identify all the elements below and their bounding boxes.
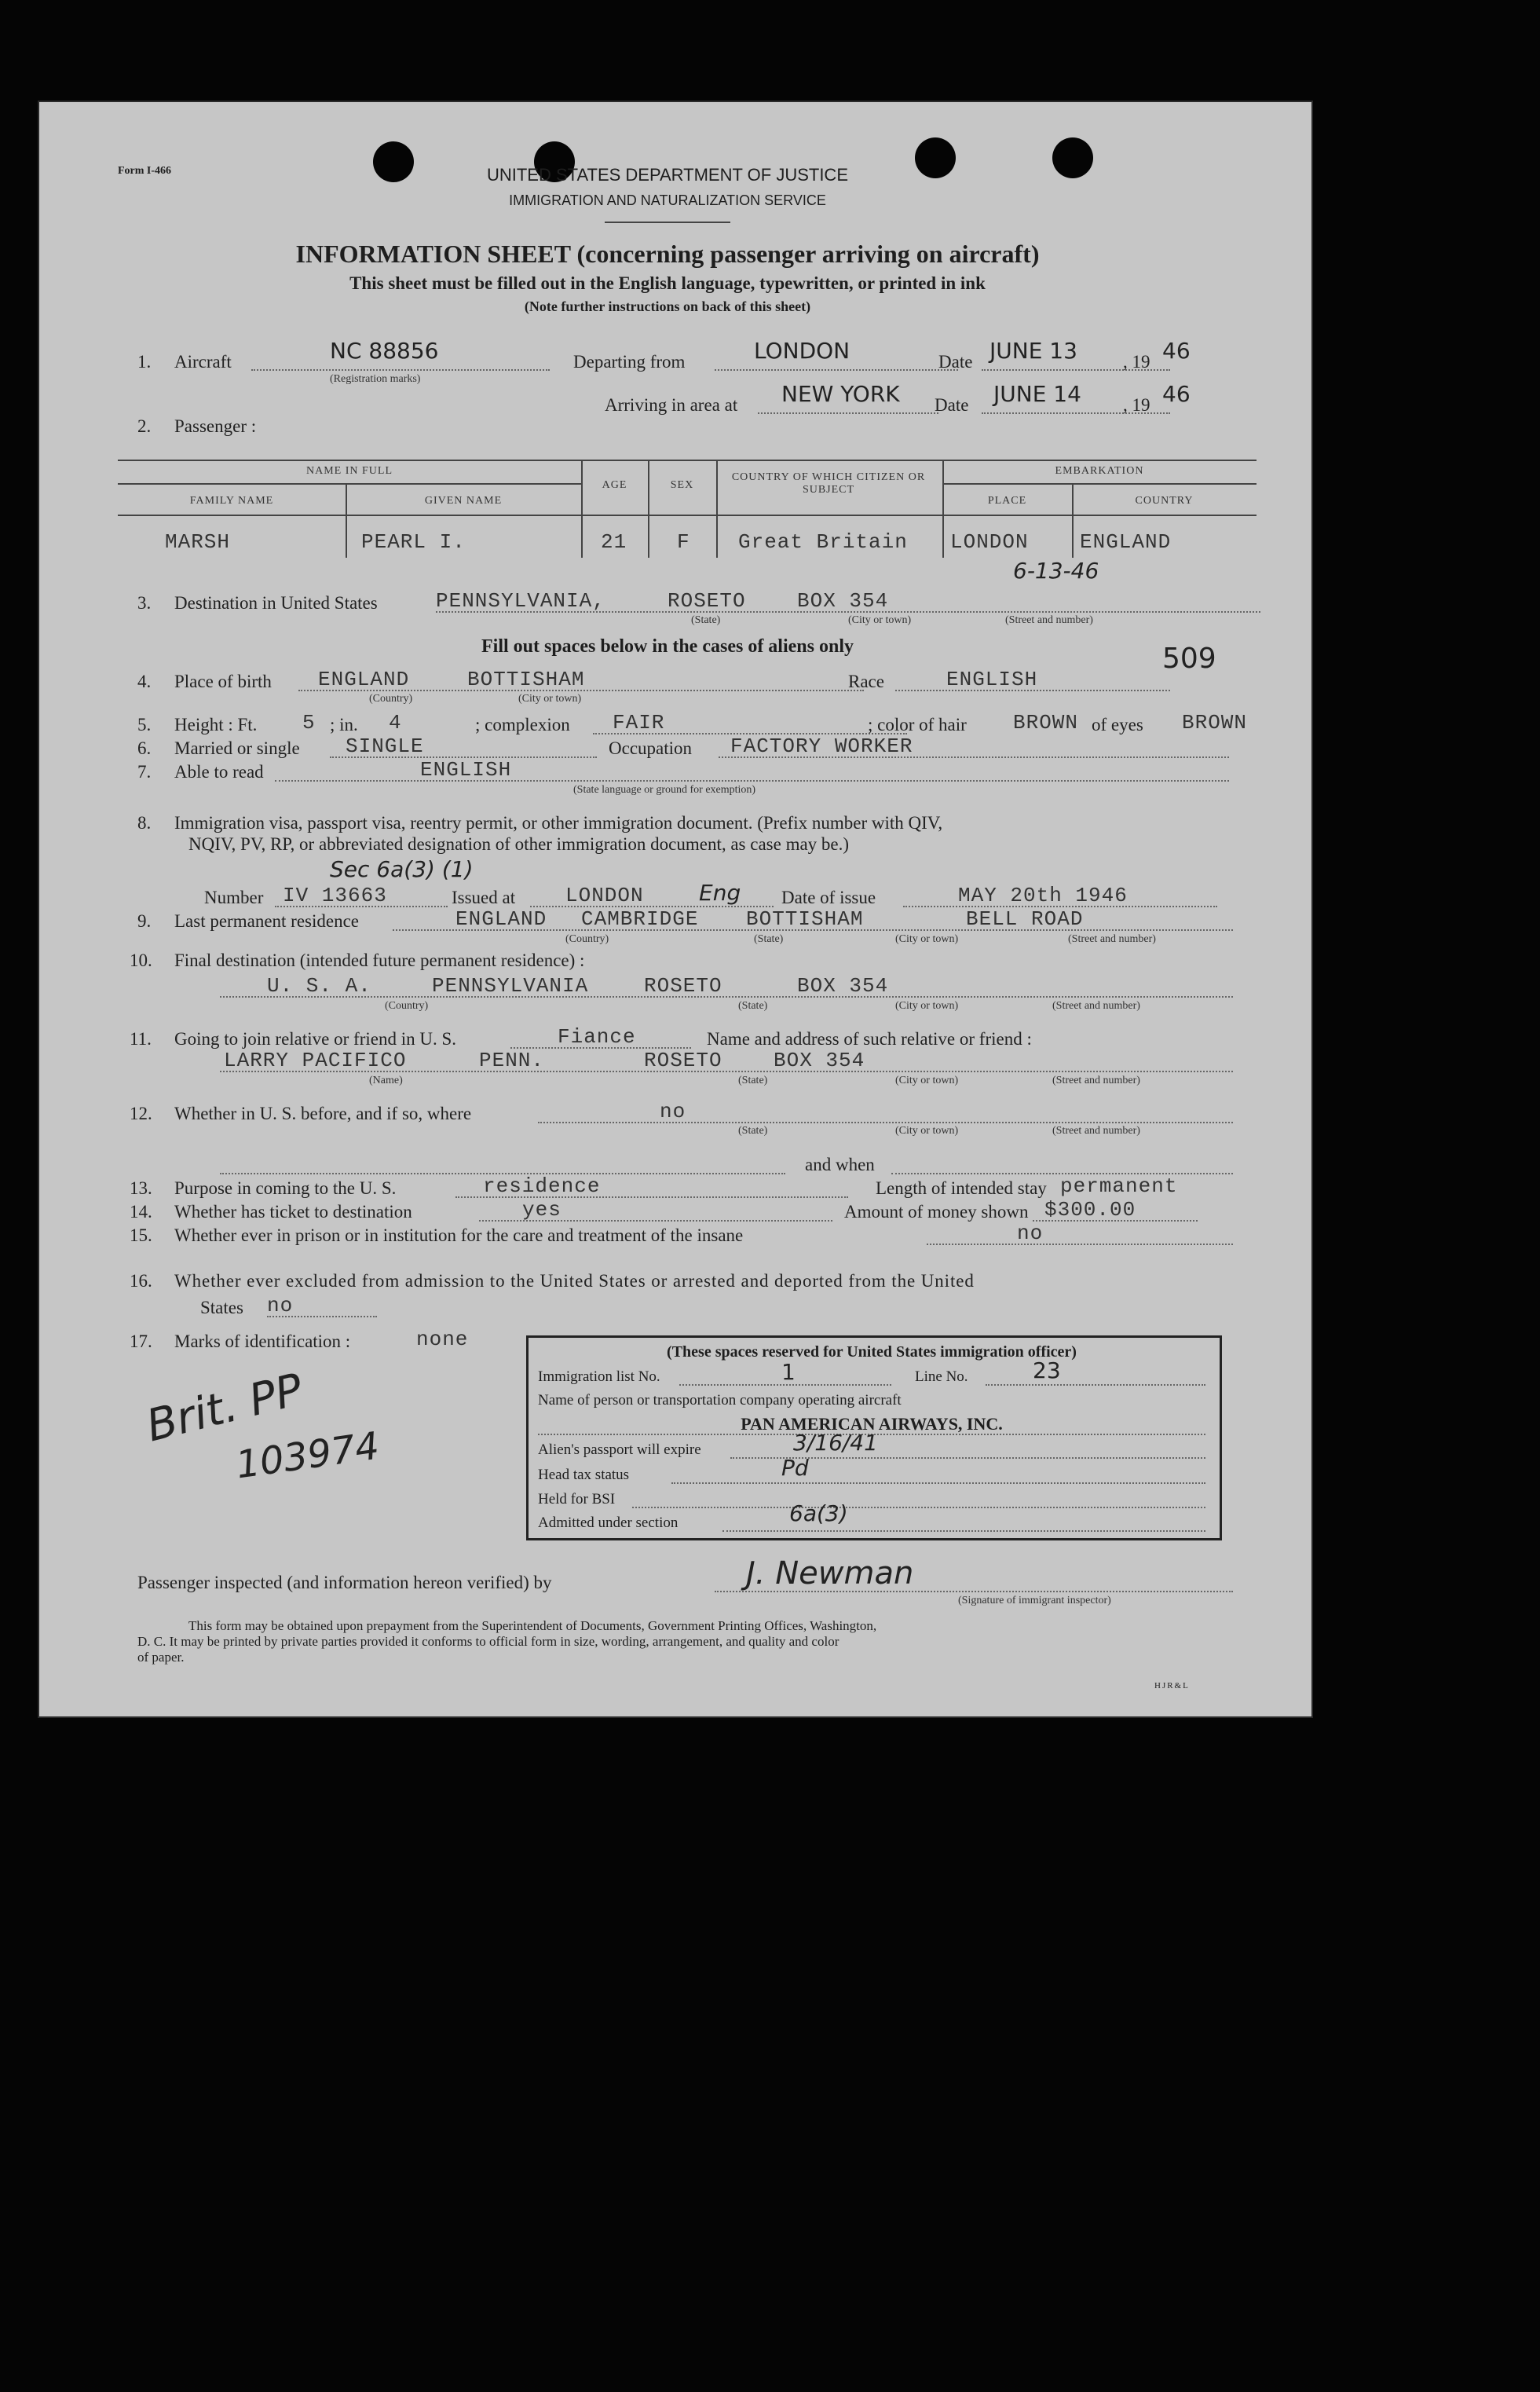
ticket-label: Whether has ticket to destination	[174, 1202, 412, 1222]
final-destination-state: PENNSYLVANIA	[432, 974, 589, 998]
arrival-year-value: 46	[1162, 381, 1191, 407]
footer-code: HJR&L	[1154, 1681, 1190, 1691]
item7-number: 7.	[137, 762, 152, 782]
sex-value: F	[677, 530, 690, 554]
embark-country-value: ENGLAND	[1080, 530, 1172, 554]
destination-street-sublabel: (Street and number)	[1005, 614, 1093, 626]
final-destination-country-sublabel: (Country)	[385, 1000, 429, 1012]
citizenship-header: COUNTRY OF WHICH CITIZEN OR SUBJECT	[731, 471, 926, 496]
prior-visit-label: Whether in U. S. before, and if so, where	[174, 1104, 472, 1123]
header-divider	[605, 222, 730, 223]
company-value: PAN AMERICAN AIRWAYS, INC.	[741, 1414, 1003, 1434]
departing-label: Departing from	[573, 352, 686, 372]
aircraft-value: NC 88856	[330, 338, 439, 364]
excluded-value: no	[267, 1294, 294, 1317]
item2-number: 2.	[137, 416, 152, 436]
money-label: Amount of money shown	[844, 1202, 1029, 1222]
footer-line3: of paper.	[137, 1650, 185, 1665]
join-city-sublabel: (City or town)	[895, 1075, 959, 1086]
marital-value: SINGLE	[346, 734, 424, 758]
citizenship-value: Great Britain	[738, 530, 908, 554]
admitted-label: Admitted under section	[538, 1515, 679, 1531]
item12-number: 12.	[130, 1104, 152, 1123]
birth-country: ENGLAND	[318, 668, 410, 691]
age-header: AGE	[602, 479, 627, 491]
destination-city: ROSETO	[668, 589, 746, 613]
arrival-date-label: Date	[935, 395, 969, 415]
last-residence-country: ENGLAND	[455, 907, 547, 931]
identification-label: Marks of identification :	[174, 1332, 351, 1351]
last-residence-city: BOTTISHAM	[746, 907, 864, 931]
item16-number: 16.	[130, 1271, 152, 1291]
item1-number: 1.	[137, 352, 152, 372]
embark-country-header: COUNTRY	[1135, 495, 1194, 507]
line-no-label: Line No.	[915, 1368, 968, 1385]
issued-at-value: LONDON	[565, 884, 644, 907]
last-residence-state-sublabel: (State)	[754, 933, 784, 945]
passport-expire-value: 3/16/41	[793, 1430, 878, 1456]
departing-line	[715, 369, 958, 371]
read-line	[275, 780, 1229, 782]
race-label: Race	[848, 672, 884, 691]
read-label: Able to read	[174, 762, 264, 782]
item14-number: 14.	[130, 1202, 152, 1222]
destination-state: PENNSYLVANIA,	[436, 589, 605, 613]
prior-visit-street-sublabel: (Street and number)	[1052, 1125, 1140, 1137]
head-tax-value: Pd	[781, 1455, 809, 1481]
prior-visit-state-sublabel: (State)	[738, 1125, 768, 1137]
service-title: IMMIGRATION AND NATURALIZATION SERVICE	[509, 192, 826, 208]
aircraft-label: Aircraft	[174, 352, 232, 372]
join-street: BOX 354	[774, 1049, 865, 1072]
hair-label: ; color of hair	[868, 715, 967, 734]
stay-value: permanent	[1060, 1174, 1178, 1198]
item10-number: 10.	[130, 951, 152, 970]
final-destination-country: U. S. A.	[267, 974, 371, 998]
table-col-divider-4	[716, 460, 718, 558]
registration-sublabel: (Registration marks)	[330, 373, 421, 385]
family-name-value: MARSH	[165, 530, 231, 554]
document-number-label: Number	[204, 888, 264, 907]
document-hand-note: Sec 6a(3) (1)	[330, 856, 474, 882]
excluded-line2: States	[200, 1298, 243, 1317]
item11-number: 11.	[130, 1029, 152, 1049]
form-note: (Note further instructions on back of this sheet)	[524, 299, 811, 314]
item3-number: 3.	[137, 593, 152, 613]
complexion-label: ; complexion	[475, 715, 570, 734]
destination-street: BOX 354	[797, 589, 889, 613]
arrival-year-prefix: , 19	[1123, 395, 1150, 415]
join-state: PENN.	[479, 1049, 545, 1072]
aircraft-line	[251, 369, 550, 371]
table-top-rule	[118, 460, 1257, 461]
final-destination-line	[220, 996, 1233, 998]
identification-hand-2: 103974	[232, 1423, 382, 1488]
issued-at-label: Issued at	[452, 888, 516, 907]
height-in-label: ; in.	[330, 715, 358, 734]
item13-number: 13.	[130, 1178, 152, 1198]
aliens-only-header: Fill out spaces below in the cases of aliens only	[481, 636, 854, 657]
destination-hand-date: 6-13-46	[1013, 558, 1099, 584]
purpose-label: Purpose in coming to the U. S.	[174, 1178, 397, 1198]
identification-hand-1: Brit. PP	[141, 1364, 308, 1452]
table-col-divider-2	[581, 460, 583, 558]
item17-number: 17.	[130, 1332, 152, 1351]
table-col-divider-3	[648, 460, 649, 558]
form-number: Form I-466	[118, 165, 172, 177]
departure-year-prefix: , 19	[1123, 352, 1150, 372]
final-destination-street-sublabel: (Street and number)	[1052, 1000, 1140, 1012]
prison-line	[927, 1244, 1233, 1245]
inspector-signature: J. Newman	[746, 1555, 914, 1592]
race-value: ENGLISH	[946, 668, 1038, 691]
footer-line1: This form may be obtained upon prepayment from the Superintendent of Documents, Government Printing Offices, Washington,	[188, 1618, 877, 1633]
join-state-sublabel: (State)	[738, 1075, 768, 1086]
item4-number: 4.	[137, 672, 152, 691]
arriving-value: NEW YORK	[781, 381, 900, 407]
line-no-value: 23	[1033, 1357, 1061, 1383]
departing-value: LONDON	[754, 338, 850, 364]
issue-date-value: MAY 20th 1946	[958, 884, 1128, 907]
item6-number: 6.	[137, 738, 152, 758]
prior-visit-city-sublabel: (City or town)	[895, 1125, 959, 1137]
admitted-line	[722, 1530, 1205, 1532]
complexion-value: FAIR	[613, 711, 665, 734]
head-tax-line	[671, 1482, 1205, 1484]
prior-visit-value: no	[660, 1100, 686, 1123]
head-tax-label: Head tax status	[538, 1467, 630, 1483]
last-residence-country-sublabel: (Country)	[565, 933, 609, 945]
place-header: PLACE	[987, 495, 1027, 507]
departure-date-value: JUNE 13	[989, 338, 1077, 364]
embark-place-value: LONDON	[950, 530, 1029, 554]
last-residence-state: CAMBRIDGE	[581, 907, 699, 931]
destination-state-sublabel: (State)	[691, 614, 721, 626]
bsi-label: Held for BSI	[538, 1491, 616, 1507]
document-line1: Immigration visa, passport visa, reentry permit, or other immigration document. (Prefix number with QIV,	[174, 813, 943, 833]
last-residence-street: BELL ROAD	[966, 907, 1084, 931]
table-name-subrule	[118, 483, 581, 485]
height-ft: 5	[302, 711, 316, 734]
prison-value: no	[1017, 1222, 1044, 1245]
height-in: 4	[389, 711, 402, 734]
age-value: 21	[601, 530, 627, 554]
issued-at-hand: Eng	[699, 880, 741, 906]
join-label: Going to join relative or friend in U. S.	[174, 1029, 456, 1049]
company-label: Name of person or transportation company operating aircraft	[538, 1392, 902, 1408]
arrival-date-value: JUNE 14	[993, 381, 1081, 407]
read-sublabel: (State language or ground for exemption)	[573, 784, 756, 796]
occupation-label: Occupation	[609, 738, 693, 758]
item8-number: 8.	[137, 813, 152, 833]
passport-expire-label: Alien's passport will expire	[538, 1441, 701, 1458]
birthplace-label: Place of birth	[174, 672, 272, 691]
department-title: UNITED STATES DEPARTMENT OF JUSTICE	[486, 165, 848, 185]
identification-value: none	[416, 1328, 469, 1351]
eyes-label: of eyes	[1092, 715, 1143, 734]
last-residence-city-sublabel: (City or town)	[895, 933, 959, 945]
admitted-value: 6a(3)	[789, 1500, 848, 1526]
embarkation-header: EMBARKATION	[1055, 465, 1144, 477]
footer-line2: D. C. It may be printed by private parties provided it conforms to official form in size, wording, arrangement, and quality and color	[137, 1634, 840, 1649]
prior-visit-when-label: and when	[805, 1155, 875, 1174]
issue-date-label: Date of issue	[781, 888, 876, 907]
join-name-label: Name and address of such relative or friend :	[707, 1029, 1032, 1049]
ticket-value: yes	[522, 1198, 561, 1222]
prison-label: Whether ever in prison or in institution for the care and treatment of the insane	[174, 1225, 744, 1245]
money-value: $300.00	[1044, 1198, 1136, 1222]
marital-label: Married or single	[174, 738, 300, 758]
height-label: Height : Ft.	[174, 715, 258, 734]
arriving-label: Arriving in area at	[605, 395, 738, 415]
join-relation: Fiance	[558, 1025, 636, 1049]
passenger-label: Passenger :	[174, 416, 257, 436]
bsi-line	[632, 1507, 1205, 1508]
form-sheet	[39, 102, 1311, 1716]
form-title: INFORMATION SHEET (concerning passenger arriving on aircraft)	[295, 240, 1040, 268]
final-destination-city: ROSETO	[644, 974, 722, 998]
destination-city-sublabel: (City or town)	[848, 614, 912, 626]
destination-label: Destination in United States	[174, 593, 378, 613]
departure-date-label: Date	[938, 352, 973, 372]
join-name-sublabel: (Name)	[369, 1075, 403, 1086]
form-subtitle: This sheet must be filled out in the English language, typewritten, or printed in ink	[349, 273, 986, 293]
arriving-line	[758, 412, 938, 414]
family-name-header: FAMILY NAME	[189, 495, 274, 507]
item9-number: 9.	[137, 911, 152, 931]
birth-country-sublabel: (Country)	[369, 693, 413, 705]
prior-visit-line	[538, 1122, 1233, 1123]
final-destination-city-sublabel: (City or town)	[895, 1000, 959, 1012]
list-value: 1	[781, 1359, 796, 1385]
join-city: ROSETO	[644, 1049, 722, 1072]
departure-year-value: 46	[1162, 338, 1191, 364]
occupation-value: FACTORY WORKER	[730, 734, 913, 758]
signature-sublabel: (Signature of immigrant inspector)	[958, 1595, 1111, 1606]
line-no-line	[986, 1384, 1205, 1386]
name-in-full-header: NAME IN FULL	[306, 465, 393, 477]
officer-box-header: (These spaces reserved for United States immigration officer)	[667, 1343, 1077, 1361]
final-destination-label: Final destination (intended future permanent residence) :	[174, 951, 585, 970]
hair-value: BROWN	[1013, 711, 1079, 734]
last-residence-label: Last permanent residence	[174, 911, 359, 931]
table-embark-subrule	[942, 483, 1257, 485]
read-value: ENGLISH	[420, 758, 512, 782]
last-residence-street-sublabel: (Street and number)	[1068, 933, 1156, 945]
birth-city: BOTTISHAM	[467, 668, 585, 691]
inspection-label: Passenger inspected (and information hereon verified) by	[137, 1573, 552, 1592]
join-street-sublabel: (Street and number)	[1052, 1075, 1140, 1086]
birth-city-sublabel: (City or town)	[518, 693, 582, 705]
item5-number: 5.	[137, 715, 152, 734]
final-destination-state-sublabel: (State)	[738, 1000, 768, 1012]
excluded-line1: Whether ever excluded from admission to the United States or arrested and deported from the United	[174, 1271, 975, 1291]
join-name: LARRY PACIFICO	[224, 1049, 407, 1072]
eyes-value: BROWN	[1182, 711, 1248, 734]
table-header-rule	[118, 515, 1257, 516]
given-name-header: GIVEN NAME	[424, 495, 503, 507]
hand-number: 509	[1162, 643, 1216, 675]
list-label: Immigration list No.	[538, 1368, 660, 1385]
item15-number: 15.	[130, 1225, 152, 1245]
document-line2: NQIV, PV, RP, or abbreviated designation of other immigration document, as case may be.)	[188, 834, 850, 854]
stay-label: Length of intended stay	[876, 1178, 1047, 1198]
final-destination-street: BOX 354	[797, 974, 889, 998]
sex-header: SEX	[670, 479, 694, 491]
given-name-value: PEARL I.	[361, 530, 466, 554]
purpose-value: residence	[483, 1174, 601, 1198]
document-number: IV 13663	[283, 884, 387, 907]
